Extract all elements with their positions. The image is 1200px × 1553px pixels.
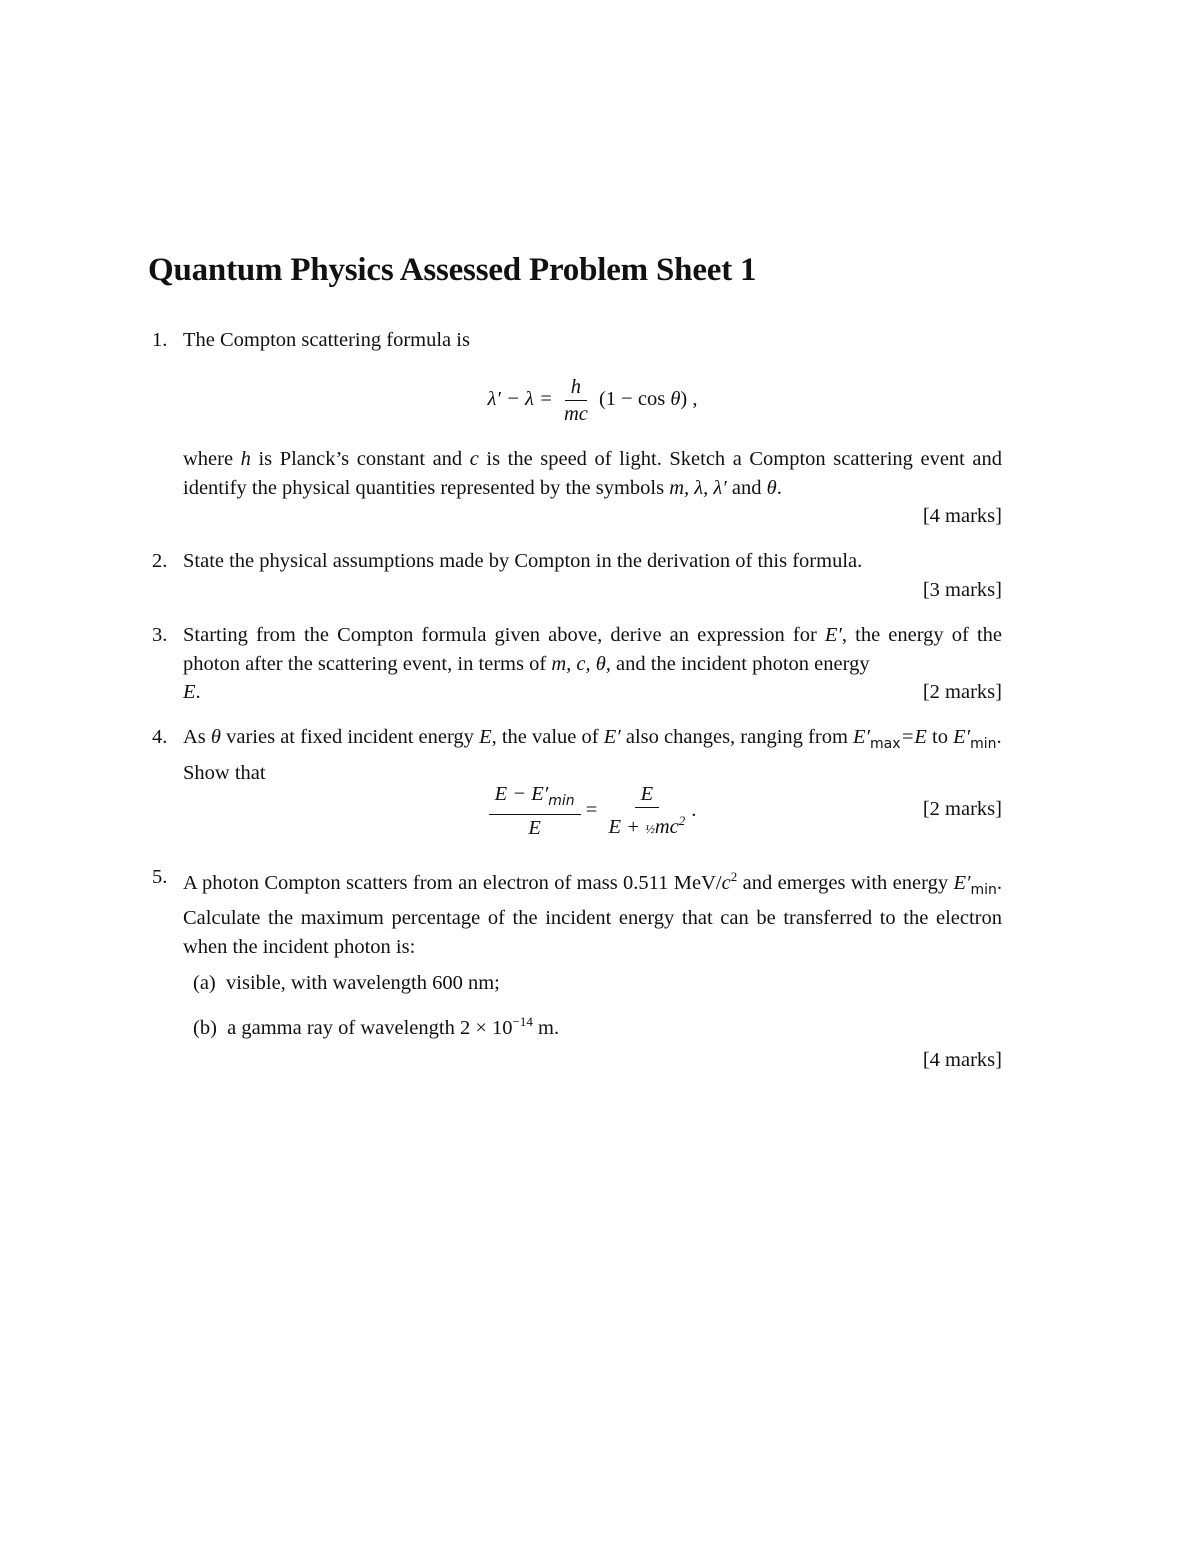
q1-intro: The Compton scattering formula is bbox=[183, 329, 470, 351]
q4-text: As θ varies at fixed incident energy E, the value of E′ also changes, ranging from $E'_{max}=E$ to $E'_{min}$. Show that bbox=[183, 726, 1002, 784]
question-number: 2. bbox=[152, 550, 168, 572]
q4-marks: [2 marks] bbox=[922, 798, 1002, 820]
q1-text: where h is Planck’s constant and c is the speed of light. Sketch a Compton scattering event and identify the physical quantities represented by the symbols m, λ, λ′ and θ. bbox=[183, 448, 1003, 499]
q5-part-b: (b) a gamma ray of wavelength $2 \times 10^{-14}$ m. bbox=[193, 1013, 560, 1039]
compton-formula: λ′ − λ = $\frac{h}{mc}$ (1 − cos θ) , bbox=[487, 376, 698, 425]
q2-text: State the physical assumptions made by Compton in the derivation of this formula. bbox=[183, 550, 863, 572]
q3-text: Starting from the Compton formula given above, derive an expression for E′, the energy of the photon after the scattering event, in terms of m, c, θ, and the incident photon energy bbox=[183, 624, 1003, 675]
page: Quantum Physics Assessed Problem Sheet 1 1. The Compton scattering formula is λ′ − λ = $\frac{h}{mc}$ (1 − cos θ) , where h is Planck’s constant and c is the speed of light. Sketch a Compton scattering event and identify the physical quantities represented by the symbols m, λ, λ′ and θ. [4 marks] 2. State the physical assumptions made by Compton in the derivation of this formula. [3 marks] 3. Starting from the Compton formula given above, derive an expression for E′, the energy of the photon after the scattering event, in terms of m, c, θ, and the incident photon energy E. [2 marks] 4. As θ varies at fixed incident energy E, the value of E′ also changes, ranging from $E'_{max}=E$ to $E'_{min}$. Show that $\frac{E - E'_{min}}{E}$ = $\frac{E}{E + \frac{1}{2}mc^2}$ . [2 marks] 5. A photon Compton scatters from an electron of mass 0.511 MeV/$c^2$ and emerges with energy $E'_{min}$. Calculate the maximum percentage of the incident energy that can be transferred to the electron when the incident photon is: (a) visible, with wavelength 600 nm; (b) a gamma ray of wavelength $2 \times 10^{-14}$ m. [4 marks] bbox=[0, 0, 1200, 1553]
question-number: 4. bbox=[152, 726, 168, 748]
q5-part-a: (a) visible, with wavelength 600 nm; bbox=[193, 972, 500, 995]
question-number: 3. bbox=[152, 624, 168, 646]
question-number: 1. bbox=[152, 329, 168, 351]
q3-marks: [2 marks] bbox=[922, 681, 1002, 703]
emin-equation: $\frac{E - E'_{min}}{E}$ = $\frac{E}{E + \frac{1}{2}mc^2}$ . bbox=[183, 781, 1002, 842]
q5-text: A photon Compton scatters from an electron of mass 0.511 MeV/$c^2$ and emerges with energy $E'_{min}$. Calculate the maximum percentage of the incident energy that can be transferred to the electron when the incident photon is: bbox=[183, 869, 1003, 958]
q5-marks: [4 marks] bbox=[922, 1049, 1002, 1072]
q1-marks: [4 marks] bbox=[922, 505, 1002, 527]
question-number: 5. bbox=[152, 866, 168, 888]
page-title: Quantum Physics Assessed Problem Sheet 1 bbox=[148, 252, 757, 288]
q2-marks: [3 marks] bbox=[922, 578, 1002, 601]
